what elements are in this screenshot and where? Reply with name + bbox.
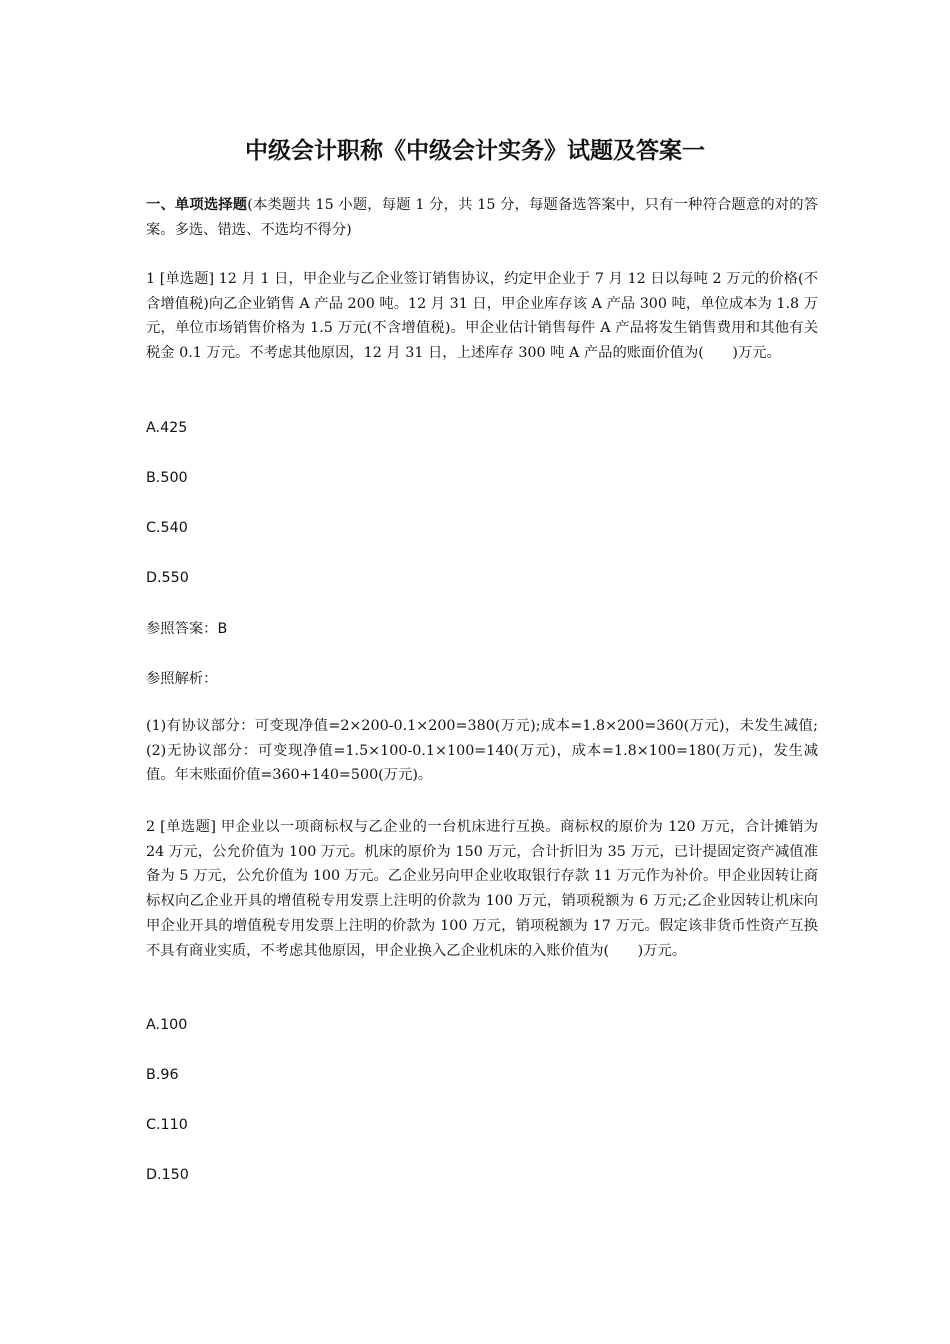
document-title: 中级会计职称《中级会计实务》试题及答案一 <box>245 138 705 164</box>
section-note: (本类题共 15 小题，每题 1 分，共 15 分，每题备选答案中，只有一种符合题意的对的答案。多选、错选、不选均不得分) <box>146 197 819 238</box>
question-2-option-b: B.96 <box>146 1067 179 1083</box>
question-1-option-d: D.550 <box>146 570 189 586</box>
question-2-option-a: A.100 <box>146 1017 188 1033</box>
question-1-option-c: C.540 <box>146 520 188 536</box>
question-1-answer: 参照答案：B <box>146 621 228 637</box>
section-intro <box>146 193 818 242</box>
question-2-option-c: C.110 <box>146 1117 188 1133</box>
section-heading: 一、单项选择题 <box>146 197 248 213</box>
question-1-analysis: (1)有协议部分：可变现净值=2×200-0.1×200=380(万元);成本=1.8×200=360(万元)，未发生减值;(2)无协议部分：可变现净值=1.5×100-0.1×100=140(万元)，成本=1.8×100=180(万元)，发生减值。年末账面价值=360+140=500(万元)。 <box>146 718 818 784</box>
question-1-analysis-label: 参照解析： <box>146 671 218 687</box>
question-1-stem: 1 [单选题] 12 月 1 日，甲企业与乙企业签订销售协议，约定甲企业于 7 月 12 日以每吨 2 万元的价格(不含增值税)向乙企业销售 A 产品 200 吨。12 月 31 日，甲企业库存该 A 产品 300 吨，单位成本为 1.8 万元，单位市场销售价格为 1.5 万元(不含增值税)。甲企业估计销售每件 A 产品将发生销售费用和其他有关税金 0.1 万元。不考虑其他原因，12 月 31 日，上述库存 300 吨 A 产品的账面价值为( )万元。 <box>146 271 818 362</box>
question-1-option-b: B.500 <box>146 470 188 486</box>
question-1-option-a: A.425 <box>146 420 188 436</box>
question-2-stem: 2 [单选题] 甲企业以一项商标权与乙企业的一台机床进行互换。商标权的原价为 120 万元，合计摊销为 24 万元，公允价值为 100 万元。机床的原价为 150 万元，合计折旧为 35 万元，已计提固定资产减值准备为 5 万元，公允价值为 100 万元。乙企业另向甲企业收取银行存款 11 万元作为补价。甲企业因转让商标权向乙企业开具的增值税专用发票上注明的价款为 100 万元，销项税额为 6 万元;乙企业因转让机床向甲企业开具的增值税专用发票上注明的价款为 100 万元，销项税额为 17 万元。假定该非货币性资产互换不具有商业实质，不考虑其他原因，甲企业换入乙企业机床的入账价值为( )万元。 <box>146 819 818 959</box>
question-2-option-d: D.150 <box>146 1167 189 1183</box>
